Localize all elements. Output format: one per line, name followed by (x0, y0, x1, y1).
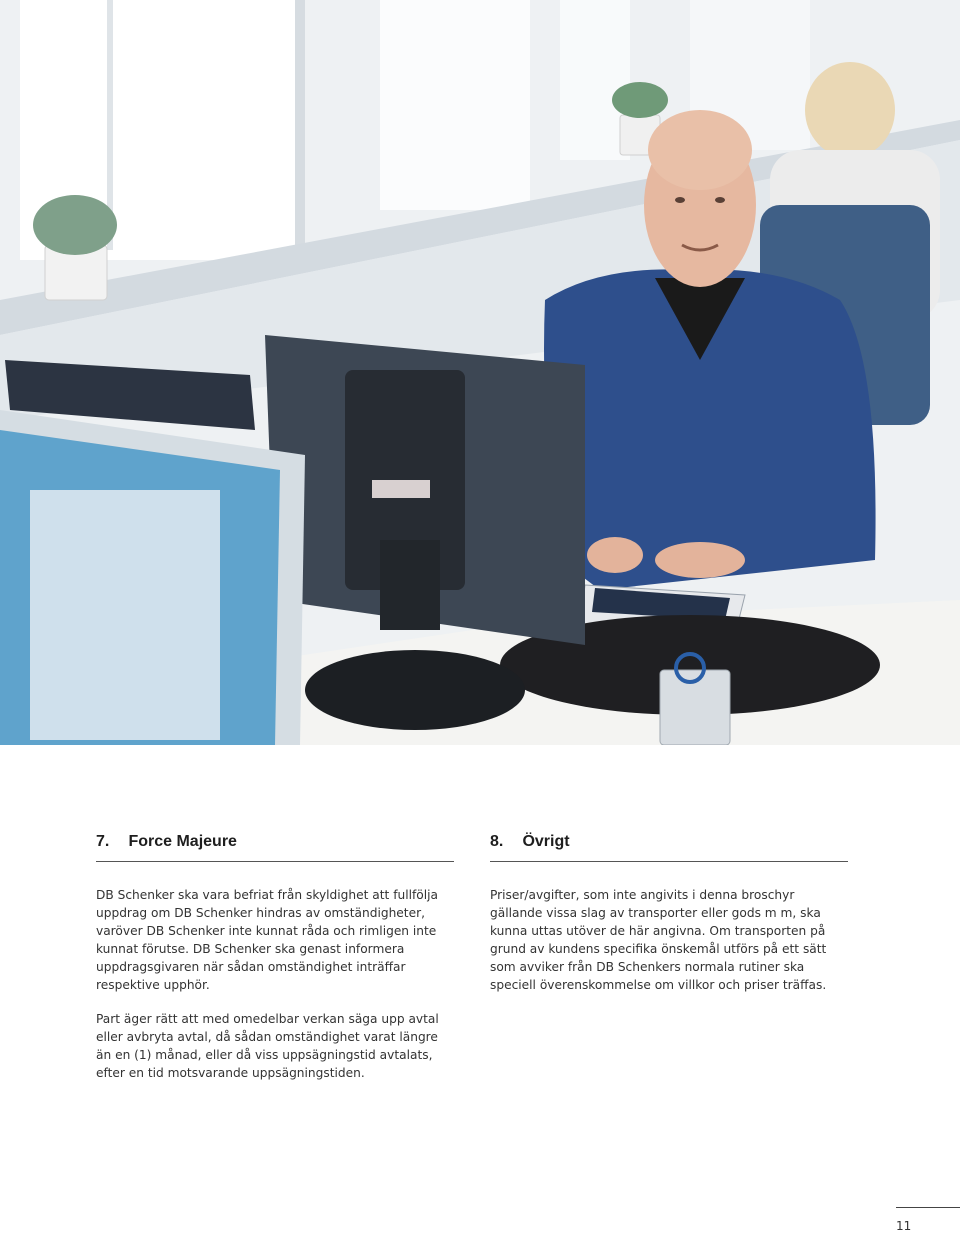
section-heading-force-majeure (96, 833, 454, 863)
section-title: Övrigt (522, 833, 570, 850)
force-majeure-paragraph-2: Part äger rätt att med omedelbar verkan säga upp avtal eller avbryta avtal, då sådan omständighet varat längre än en (1) månad, eller då viss uppsägningstid avtalats, efter en tid motsvarande uppsägningstiden. (96, 1012, 439, 1080)
footer-divider (896, 1207, 960, 1208)
section-divider (96, 861, 454, 862)
section-number: 7. (96, 833, 110, 850)
section-divider (490, 861, 848, 862)
section-number: 8. (490, 833, 504, 850)
ovrigt-paragraph-1: Priser/avgifter, som inte angivits i denna broschyr gällande vissa slag av transporter eller gods m m, ska kunna uttas utöver de här angivna. Om transporten på grund av kundens specifika önskemål utförs på ett sätt som avviker från DB Schenkers normala rutiner ska speciell överenskommelse om villkor och priser träffas. (490, 888, 827, 992)
section-heading-ovrigt (490, 833, 848, 863)
force-majeure-paragraph-1: DB Schenker ska vara befriat från skyldighet att fullfölja uppdrag om DB Schenker hindras av omständigheter, varöver DB Schenker inte kunnat råda och rimligen inte kunnat förutse. DB Schenker ska genast informera uppdragsgivaren när sådan omständighet inträffar respektive upphör. (96, 888, 438, 992)
page-number: 11 (896, 1219, 912, 1233)
section-title: Force Majeure (128, 833, 237, 850)
